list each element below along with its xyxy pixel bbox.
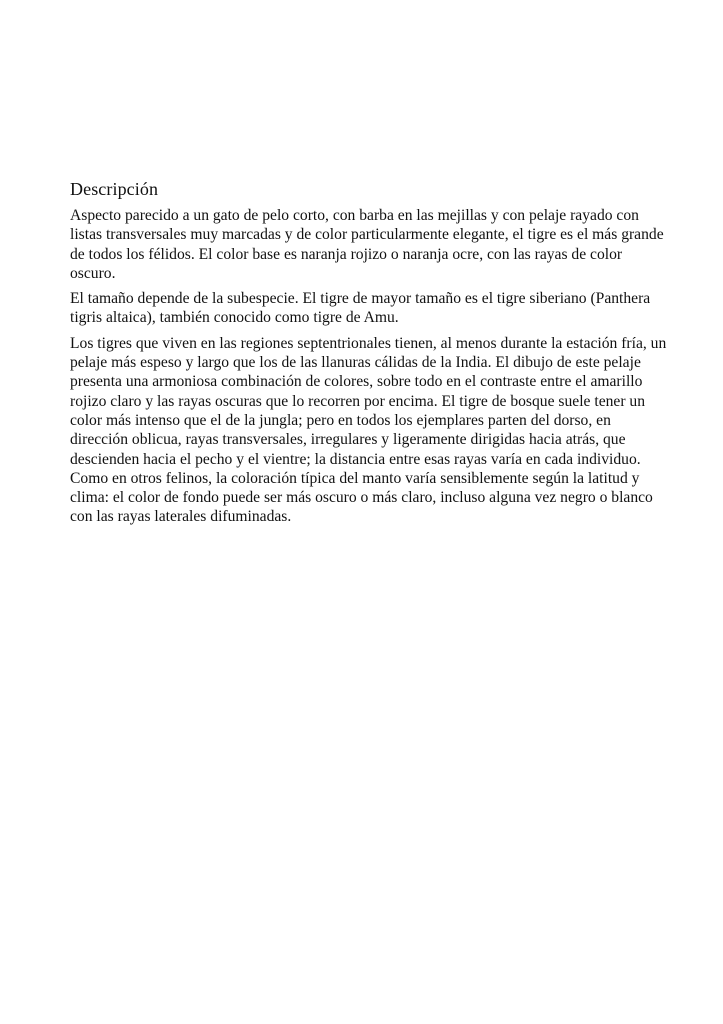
paragraph-size: El tamaño depende de la subespecie. El tigre de mayor tamaño es el tigre siberiano (Panthera tigris altaica), también conocido como tigre de Amu. — [70, 290, 651, 327]
document-body — [70, 178, 670, 533]
paragraph-coat: Los tigres que viven en las regiones septentrionales tienen, al menos durante la estación fría, un pelaje más espeso y largo que los de las llanuras cálidas de la India. El dibujo de este pelaje presenta una armoniosa combinación de colores, sobre todo en el contraste entre el amarillo rojizo claro y las rayas oscuras que lo recorren por encima. El tigre de bosque suele tener un color más intenso que el de la jungla; pero en todos los ejemplares parten del dorso, en dirección oblicua, rayas transversales, irregulares y ligeramente dirigidas hacia atrás, que descienden hacia el pecho y el vientre; la distancia entre esas rayas varía en cada individuo. Como en otros felinos, la coloración típica del manto varía sensiblemente según la latitud y clima: el color de fondo puede ser más oscuro o más claro, incluso alguna vez negro o blanco con las rayas laterales difuminadas. — [70, 334, 667, 526]
section-heading: Descripción — [70, 179, 159, 199]
paragraph-appearance: Aspecto parecido a un gato de pelo corto, con barba en las mejillas y con pelaje rayado con listas transversales muy marcadas y de color particularmente elegante, el tigre es el más grande de todos los félidos. El color base es naranja rojizo o naranja ocre, con las rayas de color oscuro. — [70, 207, 664, 282]
